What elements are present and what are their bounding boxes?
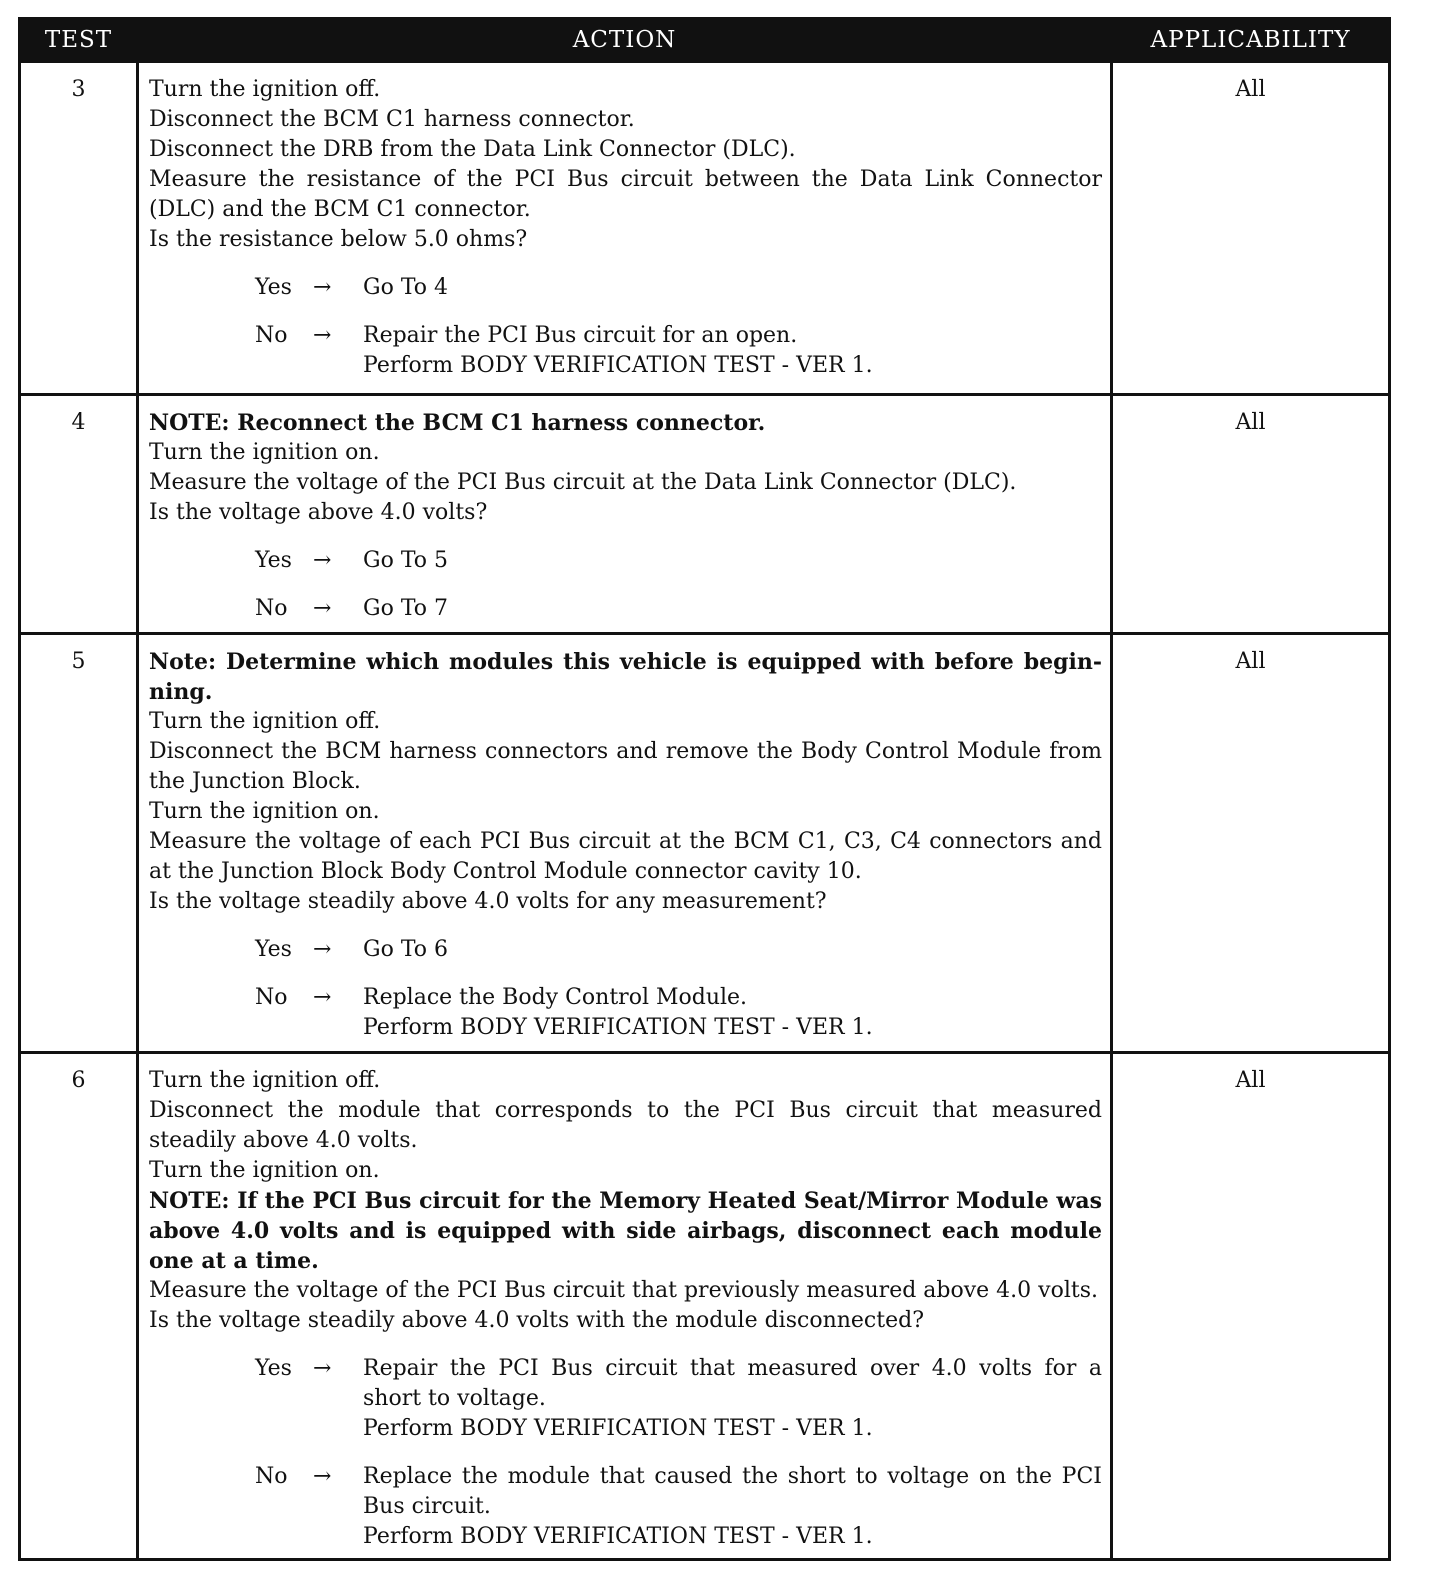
action-line: Measure the voltage of the PCI Bus circuit at the Data Link Connector (DLC). [149, 470, 1017, 495]
diagnostic-table-container [18, 17, 1388, 1561]
table-header [20, 19, 1390, 62]
action-note: NOTE: Reconnect the BCM C1 harness connector. [149, 410, 766, 436]
outcome-yes [255, 935, 1102, 965]
action-cell [138, 395, 1112, 634]
outcome-line: Replace the Body Control Module. [363, 985, 748, 1010]
action-question: Is the voltage steadily above 4.0 volts with the module disconnected? [149, 1308, 924, 1333]
outcome-line: Go To 6 [363, 937, 449, 962]
outcome-no [255, 594, 1102, 624]
diagnostic-test-table [18, 17, 1391, 1561]
test-number: 6 [20, 1053, 138, 1560]
arrow-icon: → [313, 275, 332, 300]
outcome-label: No [255, 1464, 288, 1489]
applicability-value: All [1112, 634, 1390, 1053]
outcome-label: No [255, 596, 288, 621]
outcome-text [363, 594, 1102, 624]
outcome-label: Yes [255, 548, 292, 573]
outcome-line: Perform BODY VERIFICATION TEST - VER 1. [363, 353, 873, 378]
outcome-text [363, 1354, 1102, 1444]
action-question: Is the voltage steadily above 4.0 volts for any measurement? [149, 889, 827, 914]
applicability-value: All [1112, 1053, 1390, 1560]
action-line: Disconnect the BCM C1 harness connector. [149, 107, 635, 132]
outcome-text [363, 321, 1102, 381]
test-number: 4 [20, 395, 138, 634]
action-line: Disconnect the BCM harness connectors and remove the Body Control Module from the Junction Block. [149, 739, 1102, 794]
action-note: Note: Determine which modules this vehicle is equipped with before begin-ning. [149, 649, 1102, 705]
action-cell [138, 62, 1112, 395]
action-line: Turn the ignition on. [149, 440, 380, 465]
outcome-line: Perform BODY VERIFICATION TEST - VER 1. [363, 1015, 873, 1040]
outcome-label: No [255, 985, 288, 1010]
outcome-text [363, 546, 1102, 576]
outcome-line: Go To 4 [363, 275, 449, 300]
header-applicability: APPLICABILITY [1112, 19, 1390, 62]
applicability-value: All [1112, 62, 1390, 395]
arrow-icon: → [313, 1356, 332, 1381]
action-line: Turn the ignition off. [149, 709, 381, 734]
table-row [20, 395, 1390, 634]
action-question: Is the voltage above 4.0 volts? [149, 500, 488, 525]
action-note: NOTE: If the PCI Bus circuit for the Memory Heated Seat/Mirror Module was above 4.0 volts and is equipped with side airbags, disconnect each module one at a time. [149, 1188, 1102, 1274]
action-line: Disconnect the module that corresponds to the PCI Bus circuit that measured steadily above 4.0 volts. [149, 1098, 1102, 1153]
outcome-label: Yes [255, 937, 292, 962]
action-line: Turn the ignition on. [149, 799, 380, 824]
outcome-text [363, 983, 1102, 1043]
outcome-line: Go To 5 [363, 548, 449, 573]
outcome-line: Replace the module that caused the short to voltage on the PCI Bus circuit. [363, 1464, 1102, 1519]
table-row [20, 62, 1390, 395]
header-action: ACTION [138, 19, 1112, 62]
action-line: Turn the ignition on. [149, 1158, 380, 1183]
action-line: Measure the voltage of each PCI Bus circuit at the BCM C1, C3, C4 connectors and at the Junction Block Body Control Module connector cavity 10. [149, 829, 1102, 884]
outcome-no [255, 321, 1102, 381]
outcome-line: Perform BODY VERIFICATION TEST - VER 1. [363, 1416, 873, 1441]
action-cell [138, 1053, 1112, 1560]
outcome-no [255, 983, 1102, 1043]
arrow-icon: → [313, 323, 332, 348]
action-line: Turn the ignition off. [149, 77, 381, 102]
arrow-icon: → [313, 548, 332, 573]
outcome-yes [255, 273, 1102, 303]
test-number: 3 [20, 62, 138, 395]
table-row [20, 634, 1390, 1053]
action-line: Disconnect the DRB from the Data Link Connector (DLC). [149, 137, 796, 162]
outcome-label: Yes [255, 1356, 292, 1381]
outcome-line: Repair the PCI Bus circuit for an open. [363, 323, 798, 348]
arrow-icon: → [313, 985, 332, 1010]
test-number: 5 [20, 634, 138, 1053]
action-line: Turn the ignition off. [149, 1068, 381, 1093]
action-question: Is the resistance below 5.0 ohms? [149, 227, 528, 252]
header-test: TEST [20, 19, 138, 62]
outcome-yes [255, 546, 1102, 576]
applicability-value: All [1112, 395, 1390, 634]
outcome-line: Repair the PCI Bus circuit that measured over 4.0 volts for a short to voltage. [363, 1356, 1102, 1411]
action-line: Measure the voltage of the PCI Bus circuit that previously measured above 4.0 volts. [149, 1278, 1098, 1303]
outcome-text [363, 273, 1102, 303]
outcome-yes [255, 1354, 1102, 1444]
outcome-text [363, 1462, 1102, 1552]
outcome-line: Go To 7 [363, 596, 449, 621]
arrow-icon: → [313, 596, 332, 621]
arrow-icon: → [313, 937, 332, 962]
outcome-label: Yes [255, 275, 292, 300]
action-line: Measure the resistance of the PCI Bus circuit between the Data Link Connector (DLC) and the BCM C1 connector. [149, 167, 1102, 222]
outcome-text [363, 935, 1102, 965]
action-cell [138, 634, 1112, 1053]
outcome-no [255, 1462, 1102, 1552]
outcome-label: No [255, 323, 288, 348]
arrow-icon: → [313, 1464, 332, 1489]
table-row [20, 1053, 1390, 1560]
outcome-line: Perform BODY VERIFICATION TEST - VER 1. [363, 1524, 873, 1549]
